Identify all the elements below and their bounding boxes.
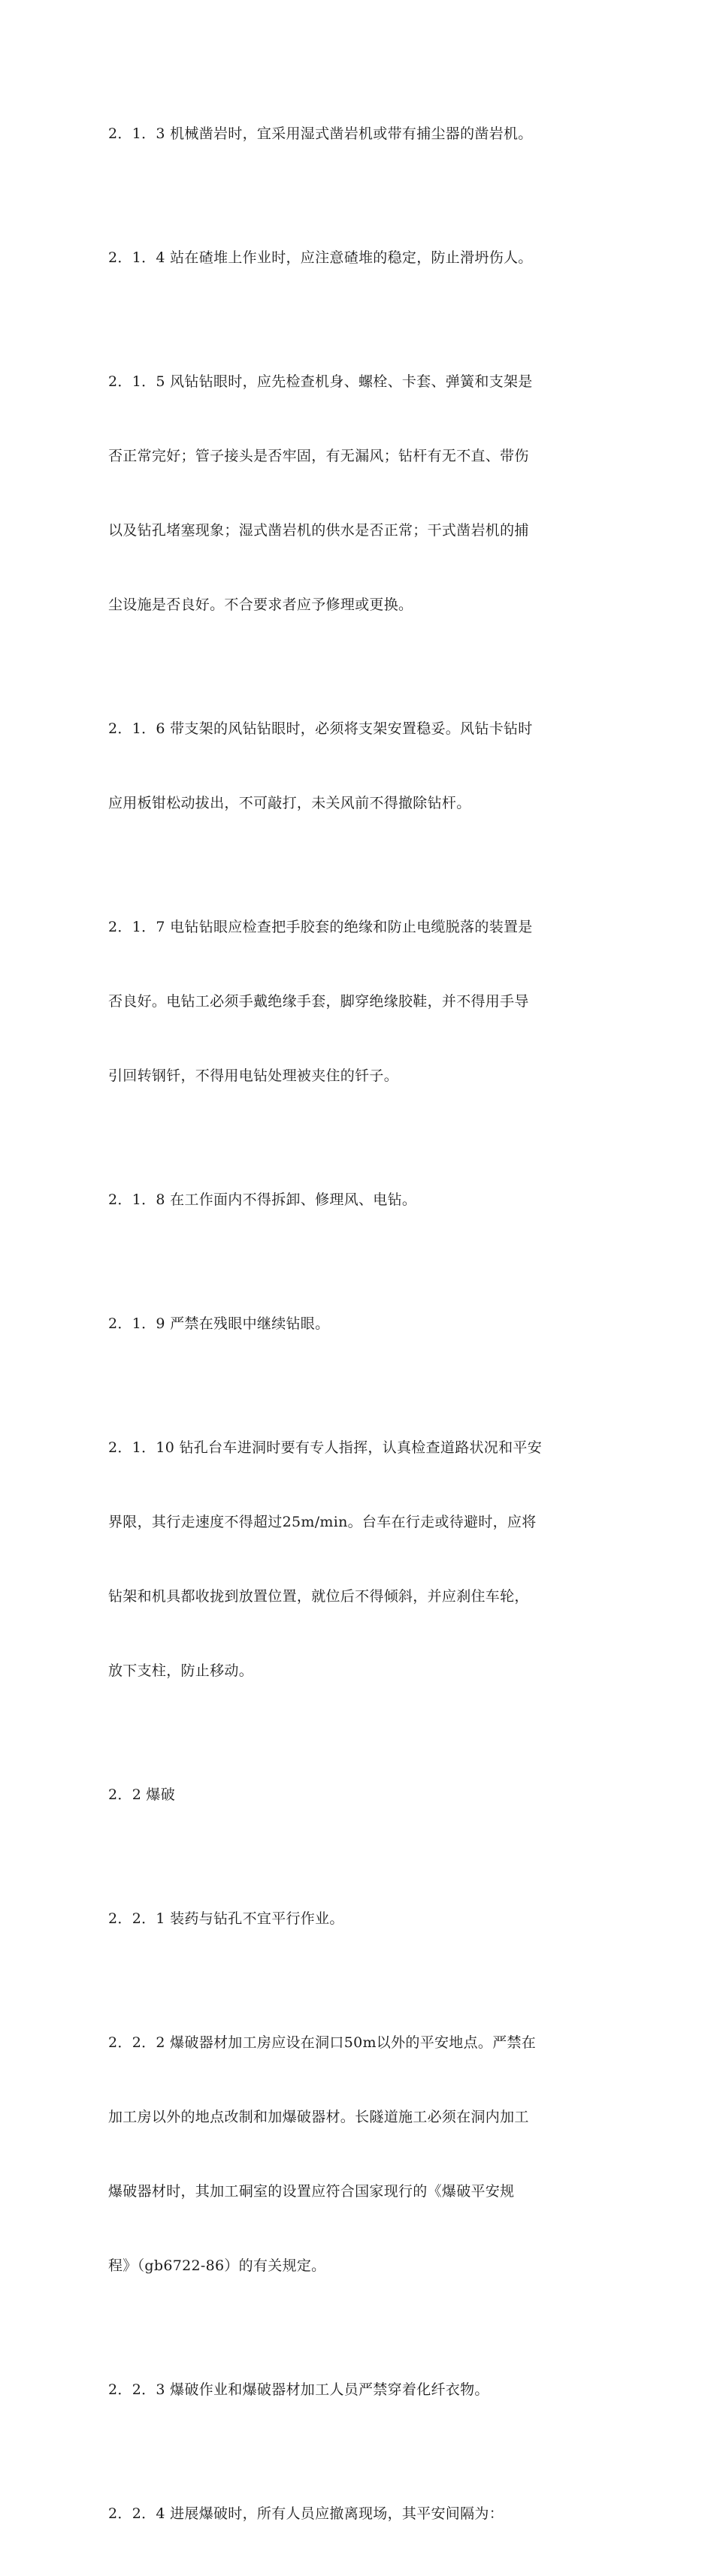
text-line: 2．1．6 带支架的风钻钻眼时，必须将支架安置稳妥。风钻卡钻时 bbox=[108, 720, 533, 737]
clause-2-1-10 bbox=[108, 1386, 610, 1733]
text-line: 2．1．8 在工作面内不得拆卸、修理风、电钻。 bbox=[108, 1191, 417, 1208]
text-line: 程》（gb6722-86）的有关规定。 bbox=[108, 2257, 326, 2274]
clause-2-2-4 bbox=[108, 2452, 610, 2576]
text-line: 钻架和机具都收拢到放置位置，就位后不得倾斜，并应刹住车轮， bbox=[108, 1588, 529, 1605]
text-line: 爆破器材时，其加工硐室的设置应符合国家现行的《爆破平安规 bbox=[108, 2183, 515, 2200]
document-page bbox=[108, 72, 610, 2576]
clause-2-1-4 bbox=[108, 196, 610, 320]
text-line: 界限，其行走速度不得超过25m/min。台车在行走或待避时，应将 bbox=[108, 1514, 537, 1530]
text-line: 2．1．3 机械凿岩时，宜采用湿式凿岩机或带有捕尘器的凿岩机。 bbox=[108, 125, 533, 142]
text-line: 应用板钳松动拔出，不可敲打，未关风前不得撤除钻杆。 bbox=[108, 795, 471, 811]
text-line: 2．2 爆破 bbox=[108, 1786, 176, 1803]
clause-2-1-6 bbox=[108, 667, 610, 865]
text-line: 2．2．3 爆破作业和爆破器材加工人员严禁穿着化纤衣物。 bbox=[108, 2381, 489, 2398]
text-line: 2．1．4 站在碴堆上作业时，应注意碴堆的稳定，防止滑坍伤人。 bbox=[108, 249, 533, 266]
text-line: 引回转钢钎，不得用电钻处理被夹住的钎子。 bbox=[108, 1068, 399, 1084]
clause-2-1-9 bbox=[108, 1262, 610, 1386]
clause-2-1-3 bbox=[108, 72, 610, 196]
clause-2-1-5 bbox=[108, 320, 610, 667]
text-line: 2．2．2 爆破器材加工房应设在洞口50m以外的平安地点。严禁在 bbox=[108, 2034, 537, 2051]
text-line: 2．1．5 风钻钻眼时，应先检查机身、螺栓、卡套、弹簧和支架是 bbox=[108, 373, 533, 390]
clause-2-1-8 bbox=[108, 1138, 610, 1262]
text-line: 2．1．9 严禁在残眼中继续钻眼。 bbox=[108, 1315, 330, 1332]
text-line: 否正常完好；管子接头是否牢固，有无漏风；钻杆有无不直、带伤 bbox=[108, 448, 529, 464]
text-line: 以及钻孔堵塞现象；湿式凿岩机的供水是否正常；干式凿岩机的捕 bbox=[108, 522, 529, 539]
section-heading-2-2 bbox=[108, 1733, 610, 1857]
text-line: 2．1．10 钻孔台车进洞时要有专人指挥，认真检查道路状况和平安 bbox=[108, 1439, 542, 1456]
text-line: 2．1．7 电钻钻眼应检查把手胶套的绝缘和防止电缆脱落的装置是 bbox=[108, 919, 533, 935]
clause-2-2-3 bbox=[108, 2328, 610, 2452]
clause-2-1-7 bbox=[108, 865, 610, 1138]
text-line: 尘设施是否良好。不合要求者应予修理或更换。 bbox=[108, 596, 413, 613]
text-line: 2．2．4 进展爆破时，所有人员应撤离现场，其平安间隔为： bbox=[108, 2505, 504, 2522]
clause-2-2-2 bbox=[108, 1981, 610, 2328]
clause-2-2-1 bbox=[108, 1857, 610, 1981]
text-line: 放下支柱，防止移动。 bbox=[108, 1662, 254, 1679]
text-line: 2．2．1 装药与钻孔不宜平行作业。 bbox=[108, 1910, 344, 1927]
text-line: 加工房以外的地点改制和加爆破器材。长隧道施工必须在洞内加工 bbox=[108, 2109, 529, 2125]
text-line: 否良好。电钻工必须手戴绝缘手套，脚穿绝缘胶鞋，并不得用手导 bbox=[108, 993, 529, 1010]
